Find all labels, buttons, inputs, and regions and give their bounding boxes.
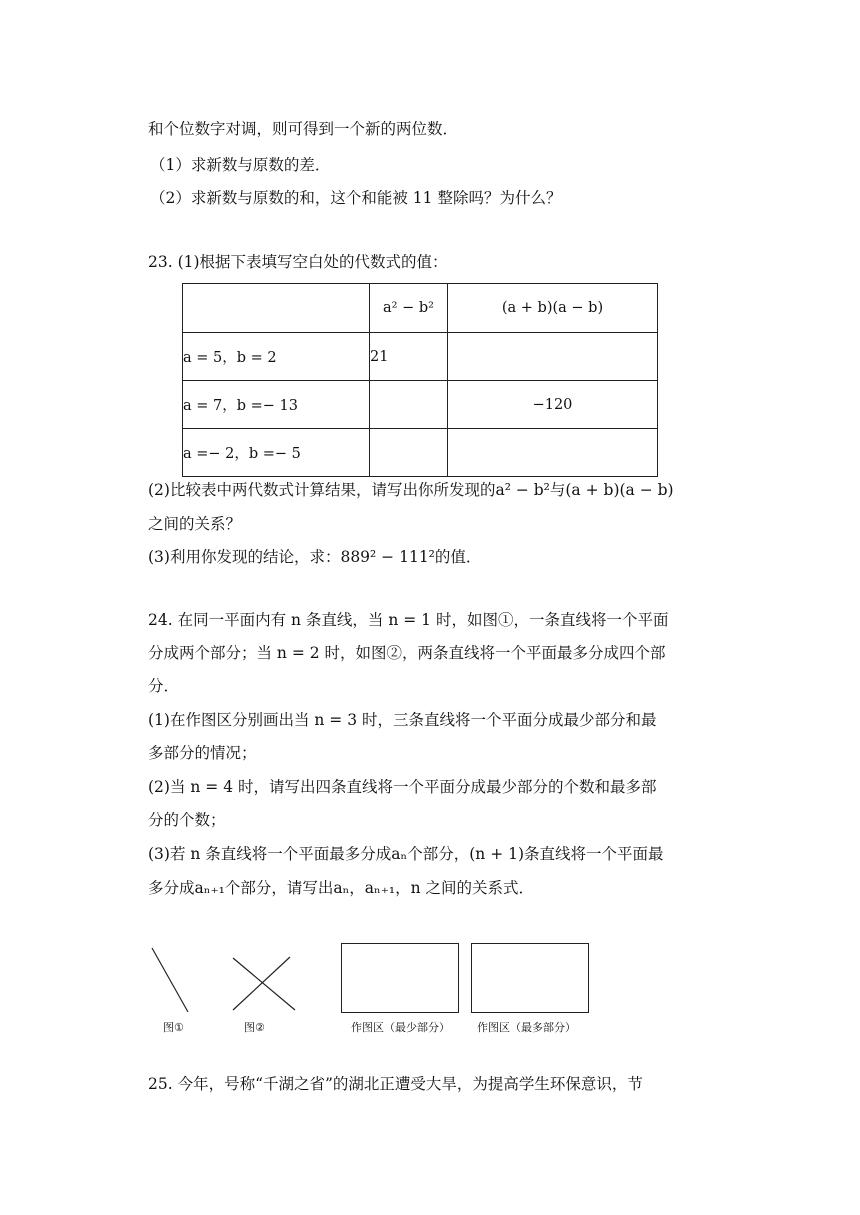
- table-cell: −120: [448, 381, 658, 429]
- q24-line7: 分的个数；: [148, 811, 226, 829]
- q22-line1: 和个位数字对调，则可得到一个新的两位数．: [148, 120, 459, 138]
- drawing-area-max: [471, 943, 589, 1013]
- fig2-label: 图②: [244, 1021, 265, 1034]
- q22-sub1: （1）求新数与原数的差．: [150, 156, 331, 174]
- table-cell: 21: [370, 333, 448, 381]
- q24-line5: 多部分的情况；: [148, 744, 257, 762]
- table-header-row: [183, 284, 658, 333]
- table-row: [183, 429, 658, 477]
- table-header-cell: (a + b)(a − b): [448, 284, 658, 333]
- q23-part2-line1: (2)比较表中两代数式计算结果，请写出你所发现的a² − b²与(a + b)(a − b): [148, 481, 674, 499]
- drawing-area-min-label: 作图区（最少部分）: [351, 1021, 450, 1034]
- table-cell: [370, 381, 448, 429]
- q23-table: [182, 283, 658, 477]
- q24-figures-lines: [140, 940, 320, 1020]
- q23-part3: (3)利用你发现的结论，求：889² − 111²的值．: [148, 548, 482, 566]
- table-row: [183, 381, 658, 429]
- table-cell: [448, 333, 658, 381]
- q24-line4: (1)在作图区分别画出当 n = 3 时，三条直线将一个平面分成最少部分和最: [148, 711, 657, 729]
- fig1-label: 图①: [163, 1021, 184, 1034]
- q25-line1: 25. 今年，号称“千湖之省”的湖北正遭受大旱，为提高学生环保意识，节: [148, 1075, 643, 1093]
- drawing-area-max-label: 作图区（最多部分）: [477, 1021, 576, 1034]
- table-cell: a =− 2，b =− 5: [183, 429, 370, 477]
- table-header-cell: a² − b²: [370, 284, 448, 333]
- table-cell: a = 7，b =− 13: [183, 381, 370, 429]
- q24-line9: 多分成aₙ₊₁个部分，请写出aₙ，aₙ₊₁，n 之间的关系式．: [148, 879, 535, 897]
- fig1-line: [152, 948, 188, 1012]
- table-cell: [448, 429, 658, 477]
- q24-line6: (2)当 n = 4 时，请写出四条直线将一个平面分成最少部分的个数和最多部: [148, 778, 657, 796]
- table-header-cell: [183, 284, 370, 333]
- drawing-area-min: [341, 943, 459, 1013]
- q23-part2-line2: 之间的关系？: [148, 515, 242, 533]
- q24-line2: 分成两个部分；当 n = 2 时，如图②，两条直线将一个平面最多分成四个部: [148, 644, 666, 662]
- table-row: [183, 333, 658, 381]
- q22-sub2: （2）求新数与原数的和，这个和能被 11 整除吗？为什么？: [150, 189, 562, 207]
- q24-line3: 分．: [148, 677, 180, 695]
- table-cell: a = 5，b = 2: [183, 333, 370, 381]
- q24-line1: 24. 在同一平面内有 n 条直线，当 n = 1 时，如图①，一条直线将一个平面: [148, 611, 669, 629]
- q23-intro: 23. (1)根据下表填写空白处的代数式的值：: [148, 253, 448, 271]
- q24-line8: (3)若 n 条直线将一个平面最多分成aₙ个部分，(n + 1)条直线将一个平面最: [148, 845, 664, 863]
- fig2-line-a: [233, 958, 295, 1010]
- table-cell: [370, 429, 448, 477]
